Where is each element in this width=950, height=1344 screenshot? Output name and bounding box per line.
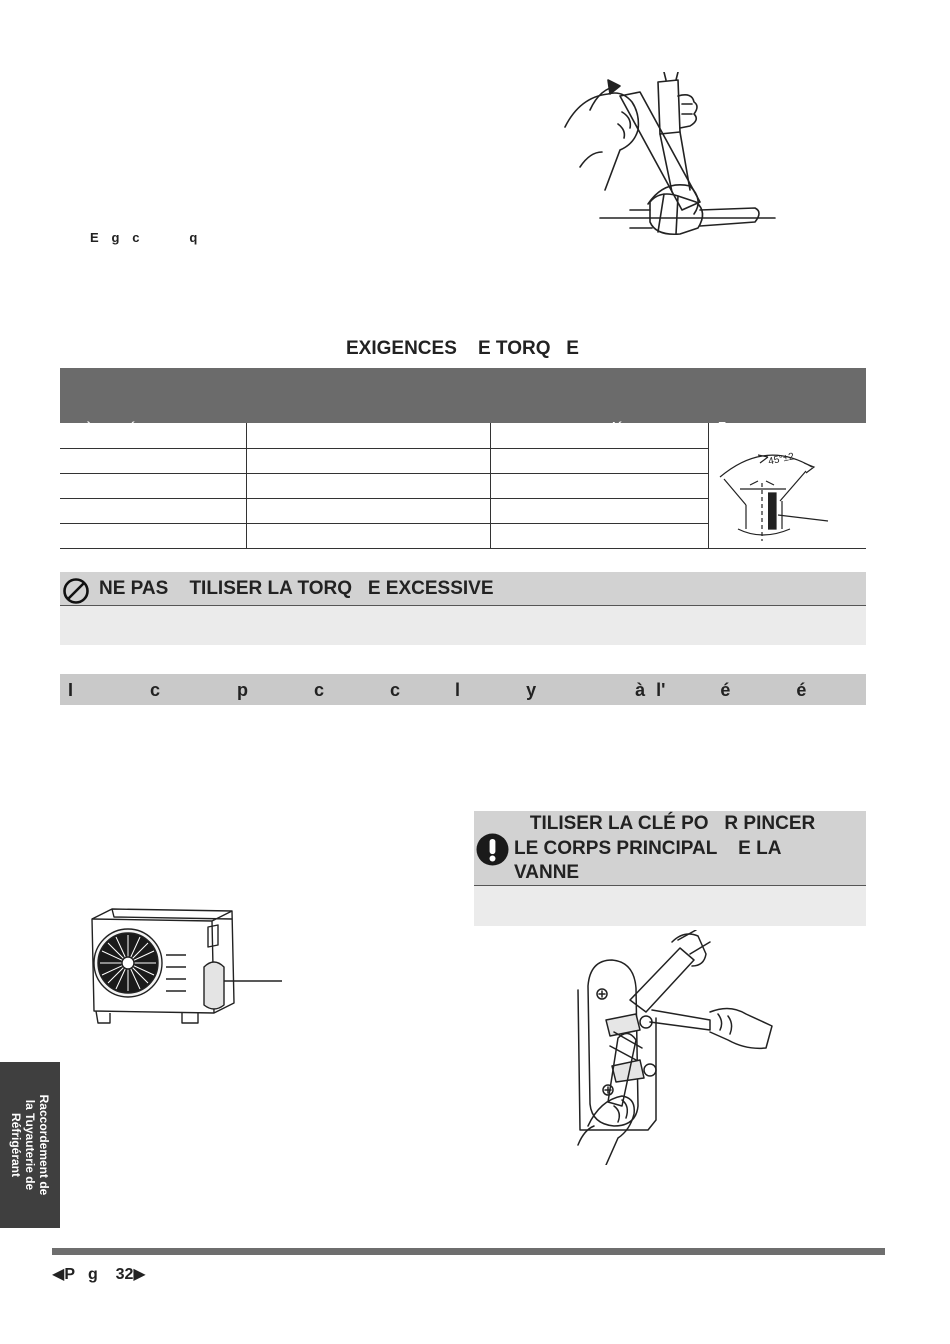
table-column-divider [490, 423, 491, 549]
outdoor-unit-illustration [86, 905, 291, 1030]
column-header-tightening-torque: C pl g (N. ) [256, 429, 394, 444]
table-row-divider [60, 448, 708, 449]
table-row-divider [60, 498, 708, 499]
page-number [52, 1264, 146, 1284]
footer-rule [52, 1248, 885, 1255]
triangle-right-icon: ▶ [133, 1266, 146, 1283]
table-row-divider [60, 523, 708, 524]
table-column-divider [708, 423, 709, 549]
flare-shape-diagram [710, 429, 830, 544]
torque-requirements-table [60, 368, 866, 550]
table-row-divider [60, 473, 708, 474]
wrench-warning-title-line-1: TILISER LA CLÉ PO R PINCER [514, 813, 816, 834]
section-side-tab [0, 1062, 60, 1228]
illustration-caption: E g c q [90, 230, 198, 245]
triangle-left-icon: ◀ [52, 1266, 65, 1283]
wrench-tightening-illustration [560, 72, 780, 242]
wrench-warning-body [474, 886, 866, 926]
exclamation-icon [476, 833, 509, 866]
torque-table-title: EXIGENCES E TORQ E [346, 338, 579, 359]
torque-warning-body [60, 606, 866, 645]
flare-angle-label: 45°±2 [767, 451, 796, 468]
page-number-label: P g 32 [64, 1266, 134, 1283]
column-header-flare-shape: F ’év [718, 419, 751, 497]
valve-wrench-illustration [560, 930, 775, 1165]
table-body [60, 423, 866, 549]
torque-warning-title: NE PAS TILISER LA TORQ E EXCESSIVE [99, 578, 494, 599]
wrench-warning-title-line-2: LE CORPS PRINCIPAL E LA [514, 838, 782, 859]
wrench-warning-title-line-3: VANNE [514, 862, 580, 883]
table-column-divider [246, 423, 247, 549]
column-header-pipe-diameter: è é y ( ) [60, 419, 136, 497]
note-bar-text: I c p c c l y à l' é é [68, 680, 807, 700]
column-header-flare-dimension: ’év (B) ( ) [500, 419, 631, 497]
prohibition-icon [62, 577, 90, 605]
section-side-tab-label: Raccordement de la Tuyauterie de Réfrigérant [9, 1094, 51, 1196]
